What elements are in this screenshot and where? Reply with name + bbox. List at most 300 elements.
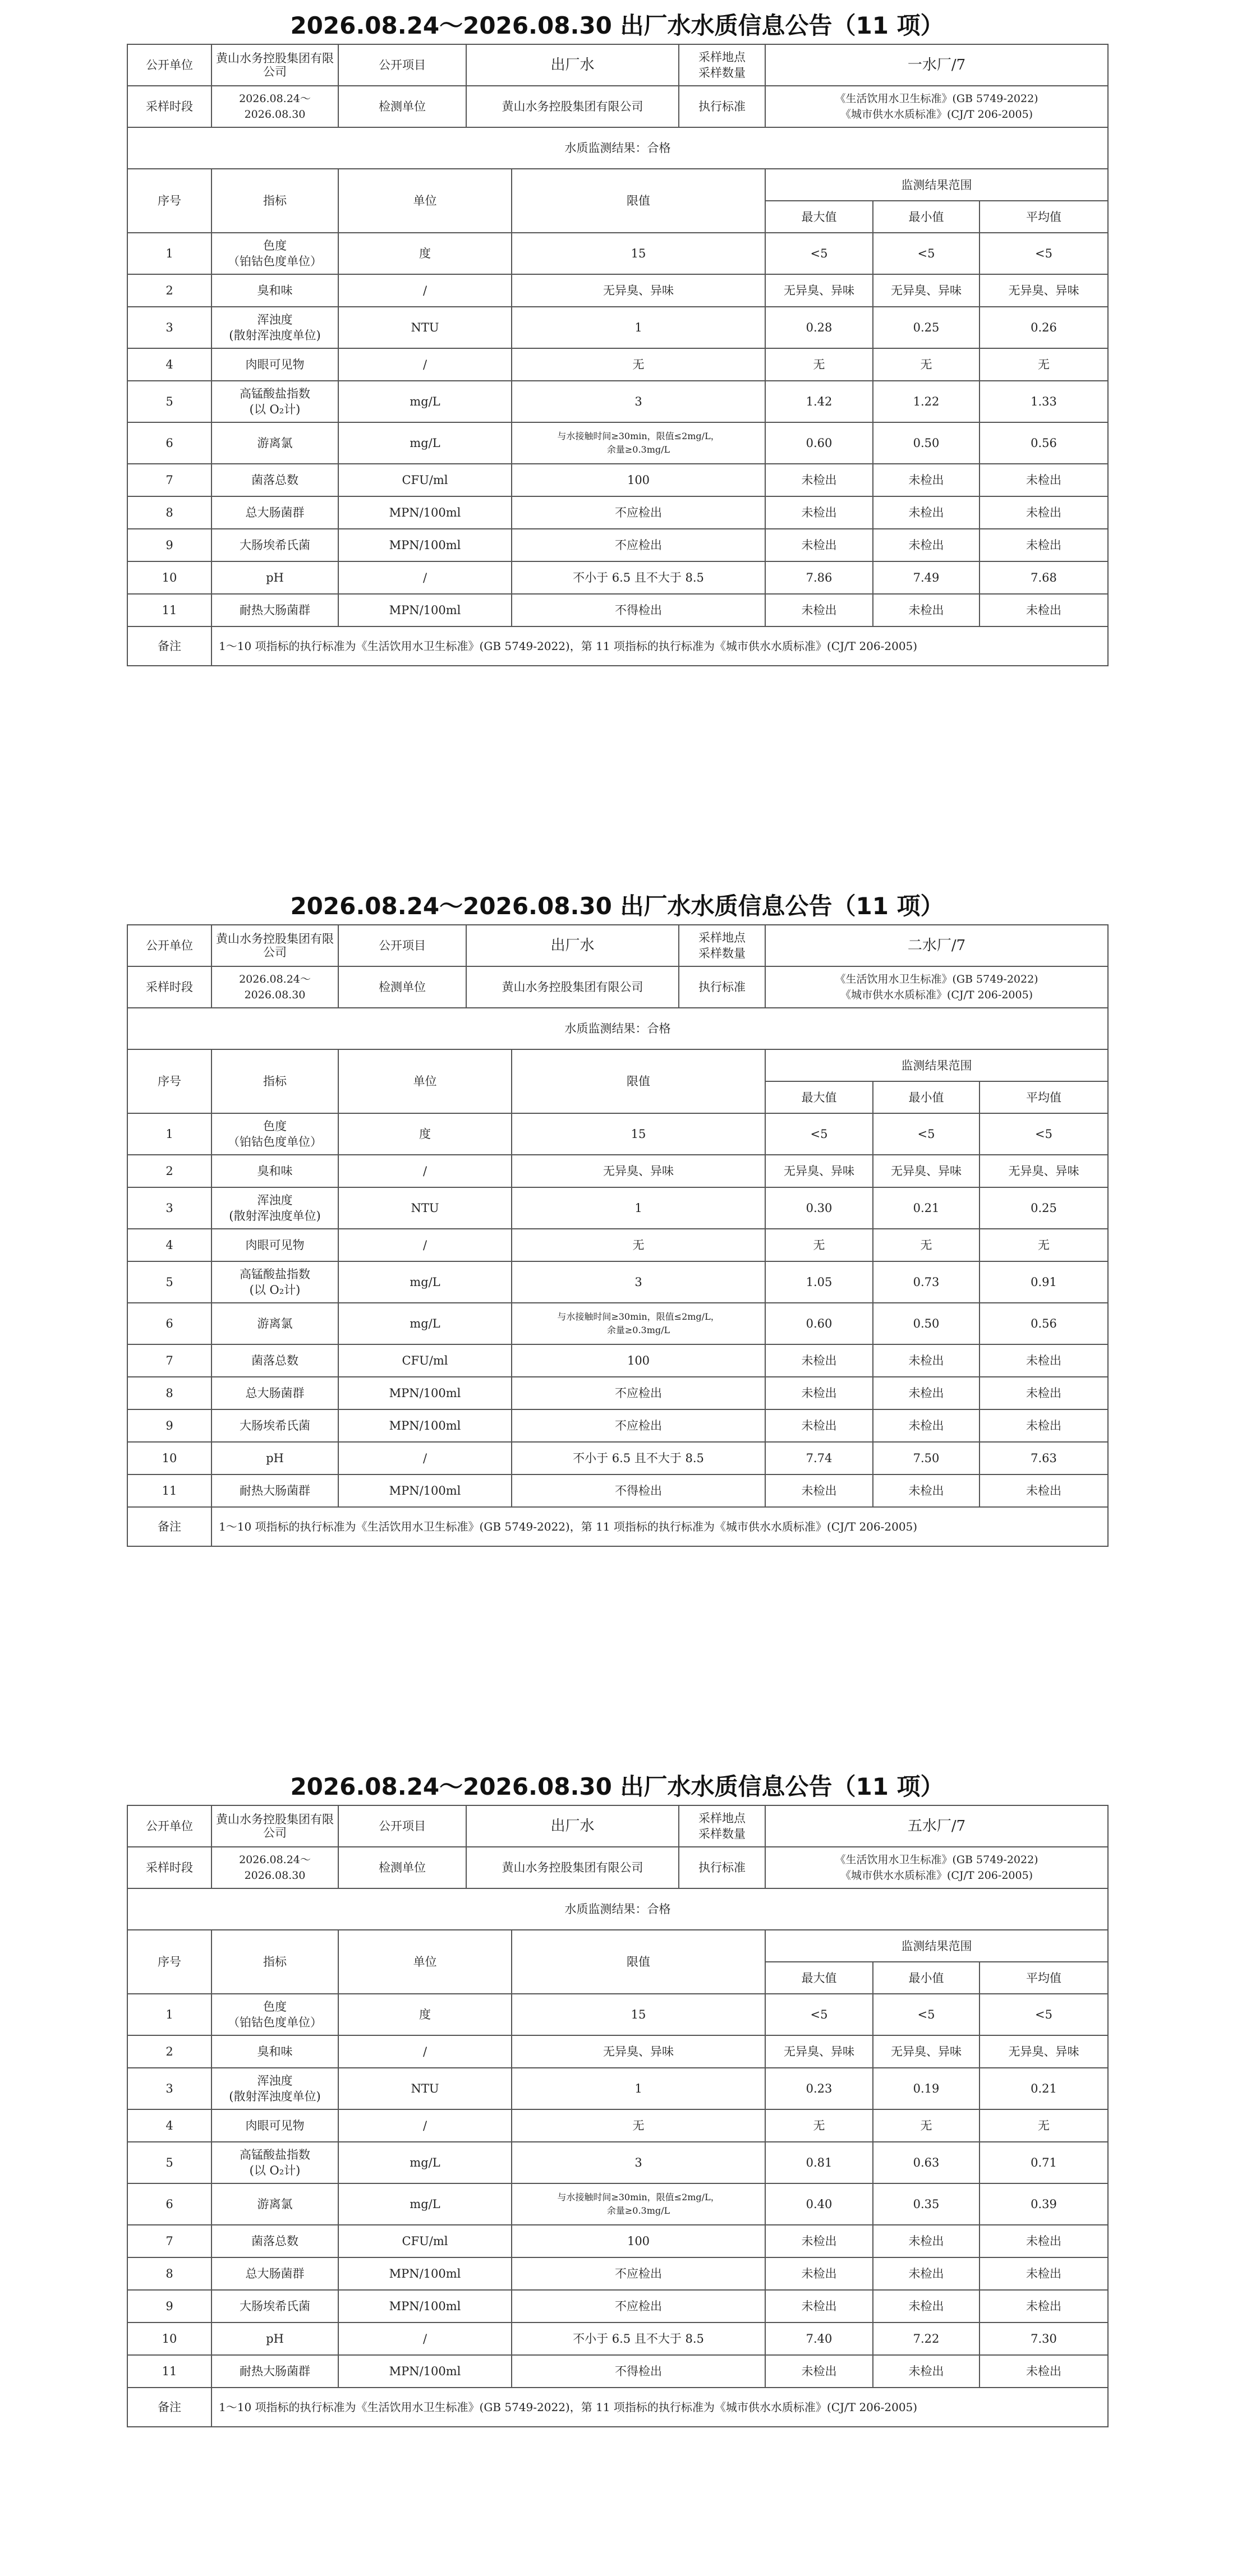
table-row: [127, 2355, 1108, 2388]
item-no: 10: [127, 561, 211, 594]
item-limit: 不小于 6.5 且不大于 8.5: [512, 561, 765, 594]
result-summary: 水质监测结果：合格: [127, 1888, 1108, 1930]
item-limit: 3: [512, 2142, 765, 2183]
item-limit: 不得检出: [512, 1474, 765, 1507]
item-max: 未检出: [765, 1344, 873, 1377]
item-limit: 无: [512, 1229, 765, 1261]
item-unit: /: [338, 2109, 512, 2142]
item-avg: <5: [980, 233, 1108, 274]
item-name: 高锰酸盐指数 (以 O₂计): [211, 2142, 338, 2183]
item-max: <5: [765, 233, 873, 274]
item-max: 未检出: [765, 2355, 873, 2388]
item-unit: 度: [338, 1994, 512, 2035]
item-limit: 1: [512, 2068, 765, 2109]
lab-label: 检测单位: [338, 86, 466, 127]
table-row: [127, 233, 1108, 274]
item-min: 0.35: [873, 2183, 980, 2225]
item-no: 7: [127, 1344, 211, 1377]
item-limit: 不应检出: [512, 529, 765, 561]
site-label: 采样地点 采样数量: [679, 1805, 765, 1847]
note-text: 1～10 项指标的执行标准为《生活饮用水卫生标准》(GB 5749-2022)，第 11 项指标的执行标准为《城市供水水质标准》(CJ/T 206-2005): [211, 2388, 1108, 2427]
item-max: 7.40: [765, 2322, 873, 2355]
item-min: 无异臭、异味: [873, 2035, 980, 2068]
item-limit: 100: [512, 1344, 765, 1377]
table-row: [127, 1187, 1108, 1229]
report-title: 2026.08.24～2026.08.30 出厂水水质信息公告（11 项）: [290, 1773, 944, 1800]
item-min: 未检出: [873, 594, 980, 626]
period-value: 2026.08.24～2026.08.30: [211, 86, 338, 127]
site-value: 五水厂/7: [765, 1805, 1108, 1847]
report-table: [127, 44, 1109, 666]
period-value: 2026.08.24～2026.08.30: [211, 1847, 338, 1888]
table-row: [127, 561, 1108, 594]
col-range-header: 监测结果范围: [765, 1049, 1108, 1081]
item-name: 菌落总数: [211, 2225, 338, 2257]
item-unit: /: [338, 274, 512, 307]
col-range-header: 监测结果范围: [765, 169, 1108, 201]
item-limit: 不应检出: [512, 2257, 765, 2290]
item-avg: 未检出: [980, 594, 1108, 626]
item-unit: MPN/100ml: [338, 529, 512, 561]
item-min: 无: [873, 1229, 980, 1261]
col-no-header: 序号: [127, 169, 211, 233]
item-avg: 0.71: [980, 2142, 1108, 2183]
item-name: 肉眼可见物: [211, 2109, 338, 2142]
item-min: 未检出: [873, 2355, 980, 2388]
project-label: 公开项目: [338, 1805, 466, 1847]
col-item-header: 指标: [211, 1930, 338, 1994]
item-no: 2: [127, 1155, 211, 1187]
col-min-header: 最小值: [873, 1081, 980, 1113]
item-name: 色度 （铂钴色度单位）: [211, 233, 338, 274]
report-title: 2026.08.24～2026.08.30 出厂水水质信息公告（11 项）: [290, 892, 944, 920]
item-no: 2: [127, 274, 211, 307]
item-min: 未检出: [873, 1377, 980, 1409]
standard-value: 《生活饮用水卫生标准》(GB 5749-2022) 《城市供水水质标准》(CJ/T 206-2005): [765, 966, 1108, 1008]
item-limit: 不应检出: [512, 496, 765, 529]
item-avg: 无: [980, 2109, 1108, 2142]
item-max: 未检出: [765, 1474, 873, 1507]
publisher-value: 黄山水务控股集团有限公司: [211, 1805, 338, 1847]
item-name: 臭和味: [211, 2035, 338, 2068]
item-min: 未检出: [873, 1474, 980, 1507]
item-name: 浑浊度 (散射浑浊度单位): [211, 307, 338, 348]
item-name: 菌落总数: [211, 1344, 338, 1377]
item-unit: CFU/ml: [338, 2225, 512, 2257]
publisher-value: 黄山水务控股集团有限公司: [211, 925, 338, 966]
item-unit: CFU/ml: [338, 1344, 512, 1377]
item-max: 未检出: [765, 1377, 873, 1409]
col-no-header: 序号: [127, 1049, 211, 1113]
item-no: 3: [127, 2068, 211, 2109]
item-min: 7.22: [873, 2322, 980, 2355]
item-no: 6: [127, 2183, 211, 2225]
item-min: 0.21: [873, 1187, 980, 1229]
item-unit: /: [338, 1155, 512, 1187]
item-unit: mg/L: [338, 2183, 512, 2225]
item-min: 未检出: [873, 1409, 980, 1442]
item-limit: 100: [512, 2225, 765, 2257]
item-limit: 与水接触时间≥30min，限值≤2mg/L， 余量≥0.3mg/L: [512, 422, 765, 464]
publisher-label: 公开单位: [127, 44, 211, 86]
item-no: 7: [127, 2225, 211, 2257]
item-avg: 未检出: [980, 464, 1108, 496]
note-text: 1～10 项指标的执行标准为《生活饮用水卫生标准》(GB 5749-2022)，第 11 项指标的执行标准为《城市供水水质标准》(CJ/T 206-2005): [211, 1507, 1108, 1546]
item-limit: 15: [512, 1113, 765, 1155]
item-avg: <5: [980, 1994, 1108, 2035]
col-min-header: 最小值: [873, 201, 980, 233]
site-label: 采样地点 采样数量: [679, 44, 765, 86]
publisher-value: 黄山水务控股集团有限公司: [211, 44, 338, 86]
item-no: 3: [127, 307, 211, 348]
standard-label: 执行标准: [679, 966, 765, 1008]
item-limit: 15: [512, 1994, 765, 2035]
item-no: 1: [127, 1113, 211, 1155]
item-unit: /: [338, 1229, 512, 1261]
item-unit: 度: [338, 1113, 512, 1155]
item-min: 未检出: [873, 1344, 980, 1377]
item-no: 8: [127, 1377, 211, 1409]
item-no: 8: [127, 2257, 211, 2290]
project-label: 公开项目: [338, 925, 466, 966]
item-avg: 1.33: [980, 381, 1108, 422]
col-unit-header: 单位: [338, 1930, 512, 1994]
item-unit: MPN/100ml: [338, 1377, 512, 1409]
item-max: 未检出: [765, 1409, 873, 1442]
note-row: [127, 1507, 1108, 1546]
item-name: 浑浊度 (散射浑浊度单位): [211, 2068, 338, 2109]
site-value: 二水厂/7: [765, 925, 1108, 966]
table-row: [127, 1303, 1108, 1344]
item-limit: 100: [512, 464, 765, 496]
col-max-header: 最大值: [765, 1081, 873, 1113]
item-name: 总大肠菌群: [211, 496, 338, 529]
item-min: 未检出: [873, 529, 980, 561]
item-min: 0.73: [873, 1261, 980, 1303]
item-name: 大肠埃希氏菌: [211, 2290, 338, 2322]
table-row: [127, 1377, 1108, 1409]
period-label: 采样时段: [127, 86, 211, 127]
item-unit: NTU: [338, 307, 512, 348]
item-avg: 无异臭、异味: [980, 274, 1108, 307]
item-min: 未检出: [873, 2225, 980, 2257]
item-avg: 0.39: [980, 2183, 1108, 2225]
item-unit: CFU/ml: [338, 464, 512, 496]
item-name: 耐热大肠菌群: [211, 2355, 338, 2388]
item-unit: 度: [338, 233, 512, 274]
item-name: 耐热大肠菌群: [211, 1474, 338, 1507]
item-unit: MPN/100ml: [338, 2257, 512, 2290]
item-min: <5: [873, 1113, 980, 1155]
item-avg: 7.30: [980, 2322, 1108, 2355]
item-name: 臭和味: [211, 1155, 338, 1187]
item-name: 菌落总数: [211, 464, 338, 496]
item-no: 2: [127, 2035, 211, 2068]
table-row: [127, 2142, 1108, 2183]
item-min: 无: [873, 348, 980, 381]
item-name: 游离氯: [211, 2183, 338, 2225]
item-min: 0.50: [873, 1303, 980, 1344]
item-name: 耐热大肠菌群: [211, 594, 338, 626]
period-label: 采样时段: [127, 1847, 211, 1888]
item-no: 5: [127, 2142, 211, 2183]
col-item-header: 指标: [211, 169, 338, 233]
project-value: 出厂水: [466, 1805, 679, 1847]
item-min: 未检出: [873, 2257, 980, 2290]
item-avg: 0.56: [980, 1303, 1108, 1344]
item-limit: 不小于 6.5 且不大于 8.5: [512, 1442, 765, 1474]
item-unit: /: [338, 561, 512, 594]
table-row: [127, 2183, 1108, 2225]
item-max: 0.60: [765, 1303, 873, 1344]
item-avg: 7.63: [980, 1442, 1108, 1474]
col-max-header: 最大值: [765, 201, 873, 233]
result-summary: 水质监测结果：合格: [127, 127, 1108, 169]
item-no: 11: [127, 594, 211, 626]
item-unit: NTU: [338, 1187, 512, 1229]
report-table: [127, 924, 1109, 1547]
item-min: 1.22: [873, 381, 980, 422]
item-max: 1.05: [765, 1261, 873, 1303]
col-limit-header: 限值: [512, 1930, 765, 1994]
note-row: [127, 2388, 1108, 2427]
item-limit: 无异臭、异味: [512, 2035, 765, 2068]
item-no: 9: [127, 2290, 211, 2322]
col-no-header: 序号: [127, 1930, 211, 1994]
item-max: 未检出: [765, 2257, 873, 2290]
item-no: 5: [127, 381, 211, 422]
item-name: 浑浊度 (散射浑浊度单位): [211, 1187, 338, 1229]
table-row: [127, 1344, 1108, 1377]
lab-label: 检测单位: [338, 1847, 466, 1888]
table-row: [127, 1442, 1108, 1474]
item-name: 游离氯: [211, 1303, 338, 1344]
table-row: [127, 422, 1108, 464]
item-min: 0.50: [873, 422, 980, 464]
table-row: [127, 2035, 1108, 2068]
item-no: 6: [127, 1303, 211, 1344]
item-limit: 15: [512, 233, 765, 274]
table-row: [127, 2109, 1108, 2142]
item-avg: 7.68: [980, 561, 1108, 594]
item-name: 肉眼可见物: [211, 1229, 338, 1261]
item-name: 高锰酸盐指数 (以 O₂计): [211, 1261, 338, 1303]
item-name: 高锰酸盐指数 (以 O₂计): [211, 381, 338, 422]
standard-label: 执行标准: [679, 86, 765, 127]
item-max: 未检出: [765, 529, 873, 561]
item-avg: <5: [980, 1113, 1108, 1155]
item-limit: 1: [512, 307, 765, 348]
item-name: 肉眼可见物: [211, 348, 338, 381]
table-row: [127, 348, 1108, 381]
item-unit: MPN/100ml: [338, 496, 512, 529]
item-name: pH: [211, 1442, 338, 1474]
lab-value: 黄山水务控股集团有限公司: [466, 1847, 679, 1888]
table-row: [127, 1994, 1108, 2035]
item-limit: 不应检出: [512, 1409, 765, 1442]
item-name: 色度 （铂钴色度单位）: [211, 1113, 338, 1155]
col-min-header: 最小值: [873, 1962, 980, 1994]
item-unit: NTU: [338, 2068, 512, 2109]
table-row: [127, 1409, 1108, 1442]
note-text: 1～10 项指标的执行标准为《生活饮用水卫生标准》(GB 5749-2022)，第 11 项指标的执行标准为《城市供水水质标准》(CJ/T 206-2005): [211, 626, 1108, 666]
site-value: 一水厂/7: [765, 44, 1108, 86]
item-limit: 不得检出: [512, 2355, 765, 2388]
table-row: [127, 2290, 1108, 2322]
item-name: 臭和味: [211, 274, 338, 307]
item-no: 11: [127, 2355, 211, 2388]
item-no: 4: [127, 2109, 211, 2142]
table-row: [127, 1113, 1108, 1155]
item-min: 无异臭、异味: [873, 274, 980, 307]
item-name: 大肠埃希氏菌: [211, 1409, 338, 1442]
note-label: 备注: [127, 2388, 211, 2427]
note-row: [127, 626, 1108, 666]
item-max: 0.30: [765, 1187, 873, 1229]
table-row: [127, 2225, 1108, 2257]
item-no: 7: [127, 464, 211, 496]
item-max: 0.40: [765, 2183, 873, 2225]
table-row: [127, 2257, 1108, 2290]
item-max: 未检出: [765, 464, 873, 496]
table-row: [127, 1261, 1108, 1303]
item-min: 未检出: [873, 464, 980, 496]
item-name: 总大肠菌群: [211, 2257, 338, 2290]
item-max: 无: [765, 2109, 873, 2142]
item-unit: MPN/100ml: [338, 1409, 512, 1442]
table-row: [127, 464, 1108, 496]
table-row: [127, 1474, 1108, 1507]
col-avg-header: 平均值: [980, 201, 1108, 233]
item-max: 无异臭、异味: [765, 1155, 873, 1187]
item-limit: 无: [512, 2109, 765, 2142]
table-row: [127, 274, 1108, 307]
col-unit-header: 单位: [338, 169, 512, 233]
col-range-header: 监测结果范围: [765, 1930, 1108, 1962]
table-row: [127, 496, 1108, 529]
item-min: 0.25: [873, 307, 980, 348]
lab-value: 黄山水务控股集团有限公司: [466, 86, 679, 127]
item-max: 1.42: [765, 381, 873, 422]
item-no: 9: [127, 529, 211, 561]
item-max: 0.28: [765, 307, 873, 348]
item-unit: mg/L: [338, 2142, 512, 2183]
item-no: 8: [127, 496, 211, 529]
item-name: pH: [211, 2322, 338, 2355]
item-avg: 无: [980, 1229, 1108, 1261]
table-row: [127, 1155, 1108, 1187]
table-row: [127, 1229, 1108, 1261]
item-avg: 无异臭、异味: [980, 1155, 1108, 1187]
item-avg: 未检出: [980, 496, 1108, 529]
item-unit: MPN/100ml: [338, 594, 512, 626]
item-unit: mg/L: [338, 1303, 512, 1344]
item-min: 未检出: [873, 2290, 980, 2322]
item-no: 3: [127, 1187, 211, 1229]
table-row: [127, 2322, 1108, 2355]
item-avg: 无: [980, 348, 1108, 381]
item-avg: 未检出: [980, 2355, 1108, 2388]
item-min: 0.63: [873, 2142, 980, 2183]
publisher-label: 公开单位: [127, 925, 211, 966]
item-max: 0.81: [765, 2142, 873, 2183]
col-avg-header: 平均值: [980, 1081, 1108, 1113]
item-avg: 未检出: [980, 1377, 1108, 1409]
item-max: 无异臭、异味: [765, 2035, 873, 2068]
item-no: 10: [127, 1442, 211, 1474]
item-min: 0.19: [873, 2068, 980, 2109]
item-limit: 与水接触时间≥30min，限值≤2mg/L， 余量≥0.3mg/L: [512, 1303, 765, 1344]
item-unit: /: [338, 348, 512, 381]
item-avg: 0.26: [980, 307, 1108, 348]
item-max: 未检出: [765, 2225, 873, 2257]
item-max: 0.23: [765, 2068, 873, 2109]
item-max: <5: [765, 1994, 873, 2035]
standard-label: 执行标准: [679, 1847, 765, 1888]
project-value: 出厂水: [466, 925, 679, 966]
item-unit: MPN/100ml: [338, 2355, 512, 2388]
standard-value: 《生活饮用水卫生标准》(GB 5749-2022) 《城市供水水质标准》(CJ/T 206-2005): [765, 1847, 1108, 1888]
item-avg: 未检出: [980, 1344, 1108, 1377]
item-name: 大肠埃希氏菌: [211, 529, 338, 561]
item-limit: 3: [512, 1261, 765, 1303]
item-limit: 无异臭、异味: [512, 1155, 765, 1187]
col-limit-header: 限值: [512, 169, 765, 233]
item-name: 色度 （铂钴色度单位）: [211, 1994, 338, 2035]
item-unit: /: [338, 2035, 512, 2068]
item-unit: /: [338, 1442, 512, 1474]
item-avg: 未检出: [980, 2290, 1108, 2322]
item-min: 无异臭、异味: [873, 1155, 980, 1187]
item-min: 未检出: [873, 496, 980, 529]
publisher-label: 公开单位: [127, 1805, 211, 1847]
item-min: <5: [873, 1994, 980, 2035]
item-unit: mg/L: [338, 381, 512, 422]
item-unit: mg/L: [338, 422, 512, 464]
item-no: 1: [127, 1994, 211, 2035]
col-limit-header: 限值: [512, 1049, 765, 1113]
item-max: <5: [765, 1113, 873, 1155]
note-label: 备注: [127, 1507, 211, 1546]
item-no: 4: [127, 348, 211, 381]
item-limit: 与水接触时间≥30min，限值≤2mg/L， 余量≥0.3mg/L: [512, 2183, 765, 2225]
item-limit: 1: [512, 1187, 765, 1229]
item-avg: 0.25: [980, 1187, 1108, 1229]
col-item-header: 指标: [211, 1049, 338, 1113]
item-limit: 不应检出: [512, 2290, 765, 2322]
project-value: 出厂水: [466, 44, 679, 86]
project-label: 公开项目: [338, 44, 466, 86]
item-limit: 不小于 6.5 且不大于 8.5: [512, 2322, 765, 2355]
item-limit: 不得检出: [512, 594, 765, 626]
item-avg: 0.21: [980, 2068, 1108, 2109]
lab-value: 黄山水务控股集团有限公司: [466, 966, 679, 1008]
col-max-header: 最大值: [765, 1962, 873, 1994]
item-unit: MPN/100ml: [338, 1474, 512, 1507]
item-max: 无异臭、异味: [765, 274, 873, 307]
table-row: [127, 307, 1108, 348]
item-max: 无: [765, 1229, 873, 1261]
item-min: 7.50: [873, 1442, 980, 1474]
item-max: 7.86: [765, 561, 873, 594]
item-max: 0.60: [765, 422, 873, 464]
item-min: 7.49: [873, 561, 980, 594]
note-label: 备注: [127, 626, 211, 666]
report-table: [127, 1805, 1109, 2427]
item-max: 未检出: [765, 2290, 873, 2322]
period-value: 2026.08.24～2026.08.30: [211, 966, 338, 1008]
item-avg: 未检出: [980, 1474, 1108, 1507]
